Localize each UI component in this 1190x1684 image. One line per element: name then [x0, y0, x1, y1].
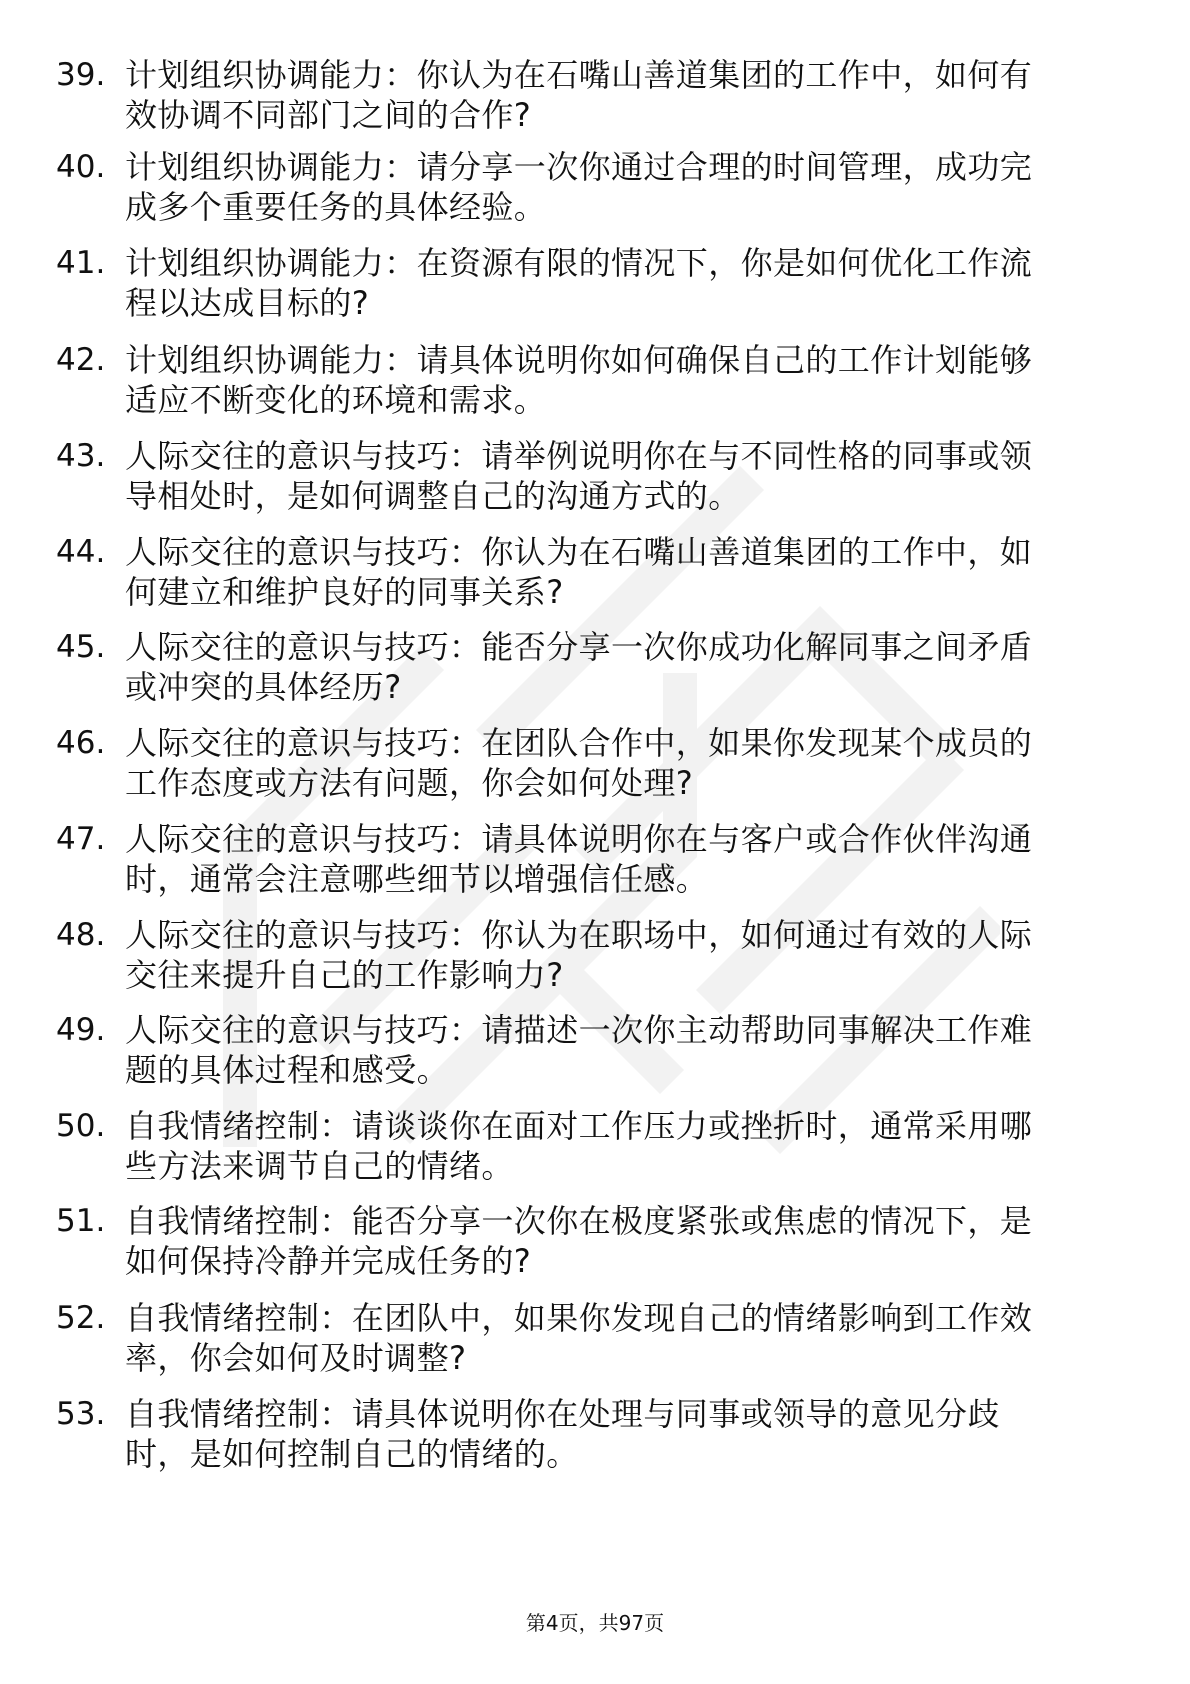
question-text	[125, 243, 1085, 323]
question-text-line: 程以达成目标的?	[125, 284, 370, 322]
question-number: 39.	[56, 57, 106, 93]
question-text	[125, 1298, 1085, 1378]
question-text	[125, 915, 1085, 995]
question-text-line: 计划组织协调能力：请分享一次你通过合理的时间管理，成功完	[125, 148, 1033, 186]
question-text	[125, 1010, 1085, 1090]
question-number: 49.	[56, 1012, 106, 1048]
question-text	[125, 55, 1085, 135]
question-text-line: 如何保持冷静并完成任务的?	[125, 1242, 532, 1280]
question-text-line: 人际交往的意识与技巧：你认为在职场中，如何通过有效的人际	[125, 916, 1033, 954]
question-number: 42.	[56, 342, 106, 378]
question-text-line: 或冲突的具体经历?	[125, 668, 402, 706]
question-text-line: 时，通常会注意哪些细节以增强信任感。	[125, 860, 709, 898]
question-text	[125, 436, 1085, 516]
question-text	[125, 532, 1085, 612]
question-number: 46.	[56, 725, 106, 761]
question-text-line: 人际交往的意识与技巧：能否分享一次你成功化解同事之间矛盾	[125, 628, 1033, 666]
question-text	[125, 1106, 1085, 1186]
question-number: 41.	[56, 245, 106, 281]
question-text-line: 人际交往的意识与技巧：请举例说明你在与不同性格的同事或领	[125, 437, 1033, 475]
question-text-line: 人际交往的意识与技巧：请描述一次你主动帮助同事解决工作难	[125, 1011, 1033, 1049]
question-number: 50.	[56, 1108, 106, 1144]
question-number: 44.	[56, 534, 106, 570]
question-text	[125, 819, 1085, 899]
question-number: 47.	[56, 821, 106, 857]
question-text-line: 计划组织协调能力：你认为在石嘴山善道集团的工作中，如何有	[125, 56, 1033, 94]
question-text	[125, 1201, 1085, 1281]
page-number-label: 第4页，共97页	[525, 1611, 665, 1635]
question-text-line: 何建立和维护良好的同事关系?	[125, 573, 564, 611]
page-footer	[0, 1610, 1190, 1636]
question-text-line: 效协调不同部门之间的合作?	[125, 96, 532, 134]
question-text-line: 人际交往的意识与技巧：在团队合作中，如果你发现某个成员的	[125, 724, 1033, 762]
question-number: 52.	[56, 1300, 106, 1336]
question-text-line: 成多个重要任务的具体经验。	[125, 188, 547, 226]
question-number: 48.	[56, 917, 106, 953]
question-number: 51.	[56, 1203, 106, 1239]
question-text-line: 人际交往的意识与技巧：你认为在石嘴山善道集团的工作中，如	[125, 533, 1033, 571]
question-text-line: 适应不断变化的环境和需求。	[125, 381, 547, 419]
question-text-line: 时，是如何控制自己的情绪的。	[125, 1435, 579, 1473]
question-number: 53.	[56, 1396, 106, 1432]
question-text	[125, 147, 1085, 227]
question-text-line: 导相处时，是如何调整自己的沟通方式的。	[125, 477, 741, 515]
question-text-line: 些方法来调节自己的情绪。	[125, 1147, 514, 1185]
question-text-line: 交往来提升自己的工作影响力?	[125, 956, 564, 994]
question-text-line: 工作态度或方法有问题，你会如何处理?	[125, 764, 694, 802]
question-text-line: 计划组织协调能力：在资源有限的情况下，你是如何优化工作流	[125, 244, 1033, 282]
question-number: 43.	[56, 438, 106, 474]
question-text-line: 自我情绪控制：在团队中，如果你发现自己的情绪影响到工作效	[125, 1299, 1033, 1337]
question-text	[125, 1394, 1085, 1474]
question-text	[125, 340, 1085, 420]
question-text	[125, 627, 1085, 707]
question-text-line: 自我情绪控制：请具体说明你在处理与同事或领导的意见分歧	[125, 1395, 1000, 1433]
question-text-line: 题的具体过程和感受。	[125, 1051, 450, 1089]
question-text-line: 自我情绪控制：能否分享一次你在极度紧张或焦虑的情况下，是	[125, 1202, 1033, 1240]
question-text-line: 计划组织协调能力：请具体说明你如何确保自己的工作计划能够	[125, 341, 1033, 379]
question-text	[125, 723, 1085, 803]
question-number: 40.	[56, 149, 106, 185]
question-text-line: 人际交往的意识与技巧：请具体说明你在与客户或合作伙伴沟通	[125, 820, 1033, 858]
question-text-line: 率，你会如何及时调整?	[125, 1339, 467, 1377]
question-number: 45.	[56, 629, 106, 665]
question-text-line: 自我情绪控制：请谈谈你在面对工作压力或挫折时，通常采用哪	[125, 1107, 1033, 1145]
